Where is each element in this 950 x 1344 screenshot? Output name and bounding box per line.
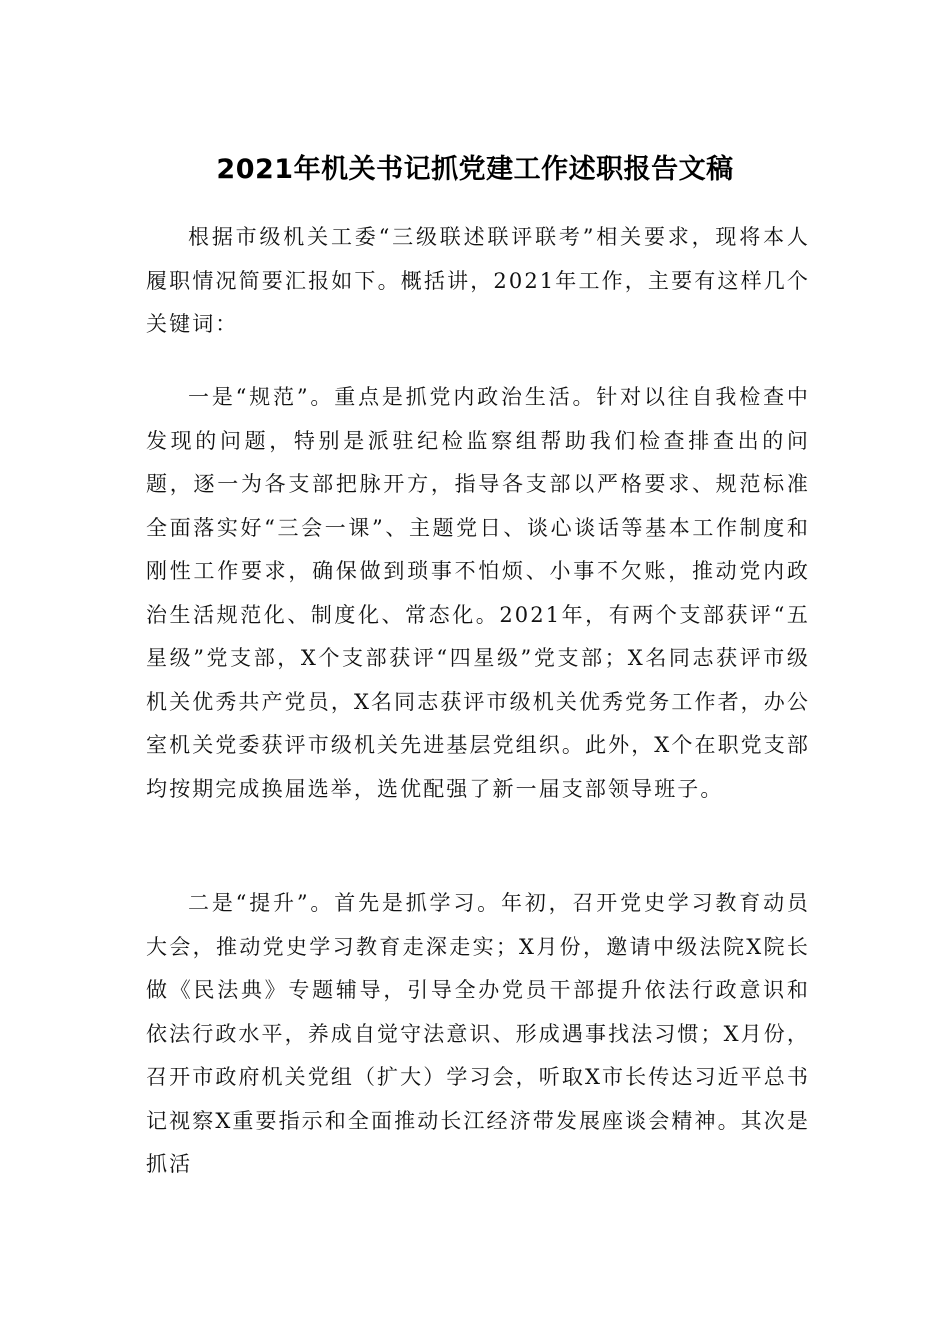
paragraph-standardization: 一是“规范”。重点是抓党内政治生活。针对以往自我检查中发现的问题，特别是派驻纪检监察组帮助我们检查排查出的问题，逐一为各支部把脉开方，指导各支部以严格要求、规范标准全面落实好“三会一课”、主题党日、谈心谈话等基本工作制度和刚性工作要求，确保做到琐事不怕烦、小事不欠账，推动党内政治生活规范化、制度化、常态化。2021年，有两个支部获评“五星级”党支部，X个支部获评“四星级”党支部；X名同志获评市级机关优秀共产党员，X名同志获评市级机关优秀党务工作者，办公室机关党委获评市级机关先进基层党组织。此外，X个在职党支部均按期完成换届选举，选优配强了新一届支部领导班子。: [146, 385, 810, 801]
document-title: 2021年机关书记抓党建工作述职报告文稿: [216, 154, 734, 185]
paragraph-improvement: 二是“提升”。首先是抓学习。年初，召开党史学习教育动员大会，推动党史学习教育走深走实；X月份，邀请中级法院X院长做《民法典》专题辅导，引导全办党员干部提升依法行政意识和依法行政水平，养成自觉守法意识、形成遇事找法习惯；X月份，召开市政府机关党组（扩大）学习会，听取X市长传达习近平总书记视察X重要指示和全面推动长江经济带发展座谈会精神。其次是抓活: [146, 891, 810, 1176]
paragraph-intro: 根据市级机关工委“三级联述联评联考”相关要求，现将本人履职情况简要汇报如下。概括讲，2021年工作，主要有这样几个关键词：: [146, 225, 810, 336]
